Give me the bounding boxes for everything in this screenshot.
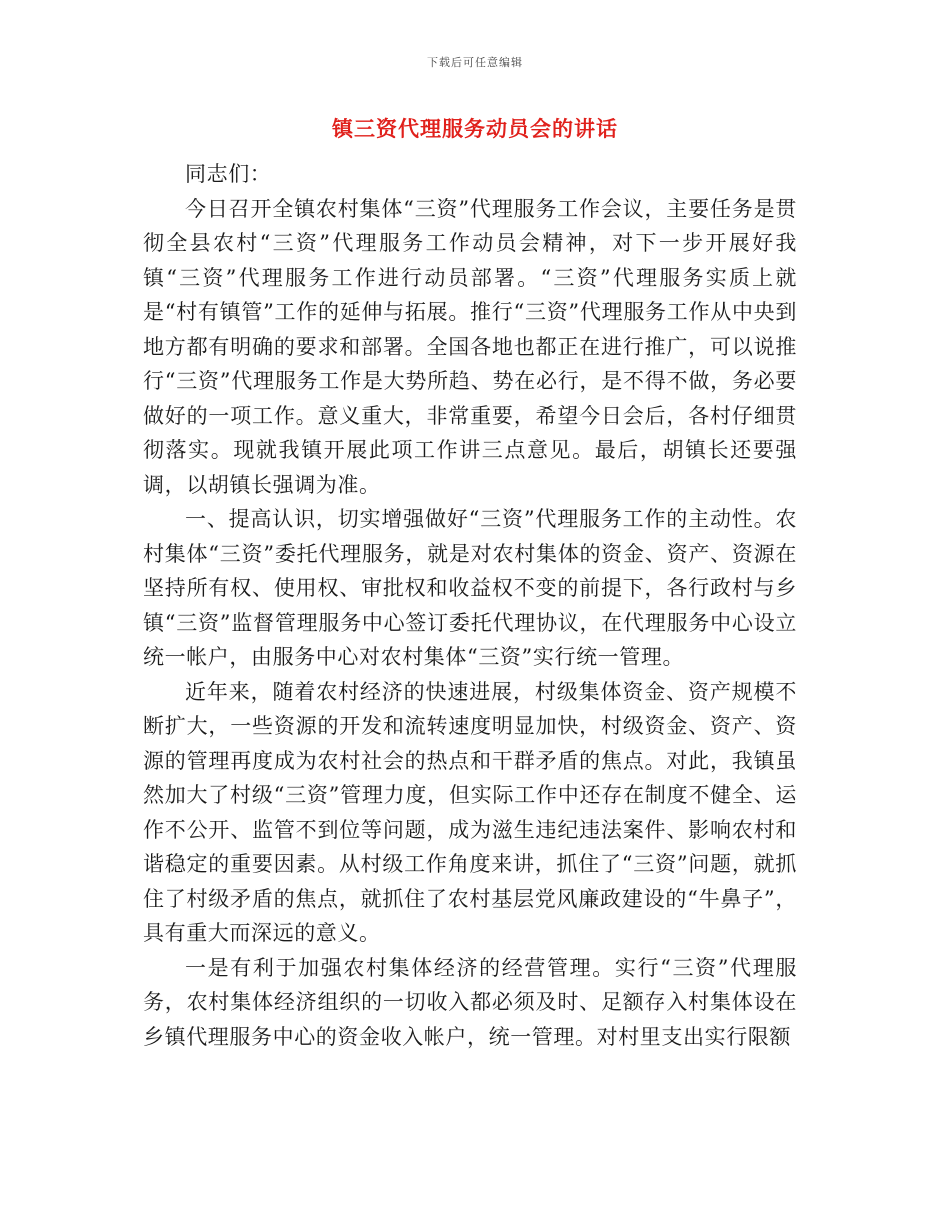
- body-paragraph: 今日召开全镇农村集体“三资”代理服务工作会议，主要任务是贯彻全县农村“三资”代理服务工作动员会精神，对下一步开展好我镇“三资”代理服务工作进行动员部署。“三资”代理服务实质上就是“村有镇管”工作的延伸与拓展。推行“三资”代理服务工作从中央到地方都有明确的要求和部署。全国各地也都正在进行推广，可以说推行“三资”代理服务工作是大势所趋、势在必行，是不得不做，务必要做好的一项工作。意义重大，非常重要，希望今日会后，各村仔细贯彻落实。现就我镇开展此项工作讲三点意见。最后，胡镇长还要强调，以胡镇长强调为准。: [143, 196, 797, 497]
- body-paragraph: 近年来，随着农村经济的快速进展，村级集体资金、资产规模不断扩大，一些资源的开发和流转速度明显加快，村级资金、资产、资源的管理再度成为农村社会的热点和干群矛盾的焦点。对此，我镇虽然加大了村级“三资”管理力度，但实际工作中还存在制度不健全、运作不公开、监管不到位等问题，成为滋生违纪违法案件、影响农村和谐稳定的重要因素。从村级工作角度来讲，抓住了“三资”问题，就抓住了村级矛盾的焦点，就抓住了农村基层党风廉政建设的“牛鼻子”，具有重大而深远的意义。: [143, 679, 797, 945]
- body-paragraph: 一是有利于加强农村集体经济的经营管理。实行“三资”代理服务，农村集体经济组织的一切收入都必须及时、足额存入村集体设在乡镇代理服务中心的资金收入帐户，统一管理。对村里支出实行限额: [143, 955, 797, 1049]
- document-title: 镇三资代理服务动员会的讲话: [332, 116, 618, 141]
- page-header-note: 下载后可任意编辑: [427, 56, 523, 69]
- body-paragraph: 一、提高认识，切实增强做好“三资”代理服务工作的主动性。农村集体“三资”委托代理服务，就是对农村集体的资金、资产、资源在坚持所有权、使用权、审批权和收益权不变的前提下，各行政村与乡镇“三资”监督管理服务中心签订委托代理协议，在代理服务中心设立统一帐户，由服务中心对农村集体“三资”实行统一管理。: [143, 507, 797, 669]
- document-body: [143, 157, 797, 1054]
- salutation-paragraph: 同志们：: [185, 162, 272, 186]
